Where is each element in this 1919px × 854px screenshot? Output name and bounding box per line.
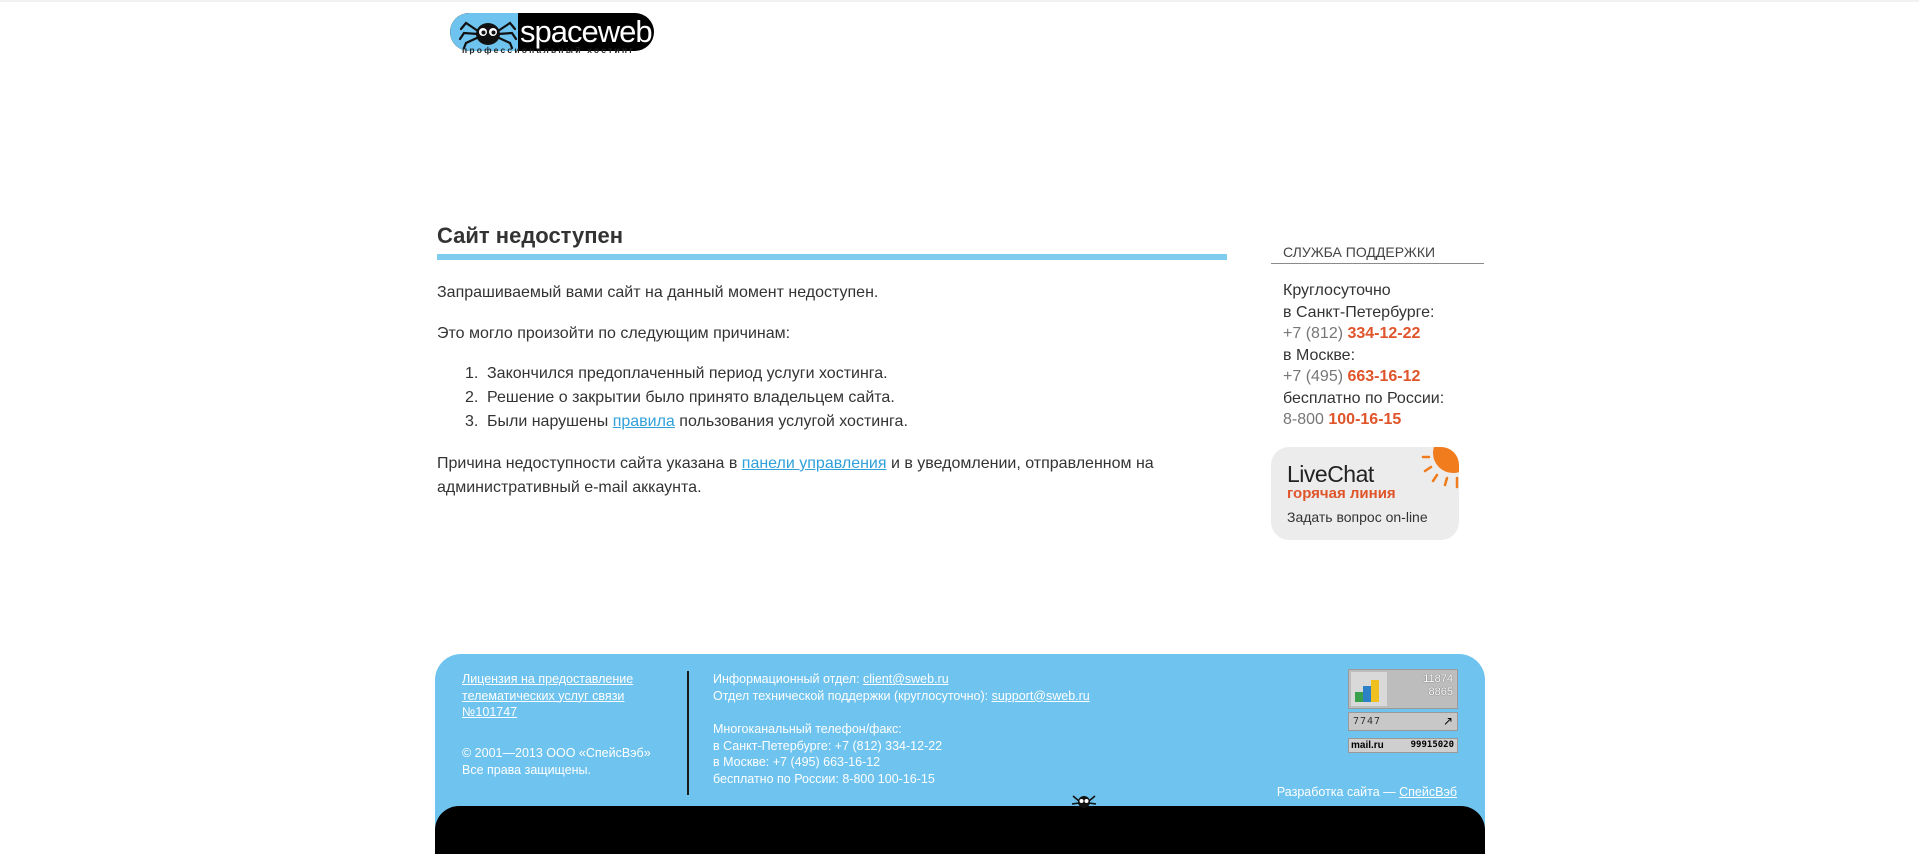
reason-text: Закончился предоплаченный период услуги хостинга. — [487, 365, 888, 382]
support-hours: Круглосуточно — [1283, 282, 1391, 299]
reason-text: Решение о закрытии было принято владельцем сайта. — [487, 389, 895, 406]
spb-label: в Санкт-Петербурге: — [1283, 303, 1435, 321]
footer-divider — [687, 671, 689, 795]
page-title: Сайт недоступен — [437, 223, 624, 248]
counter-values — [1423, 673, 1453, 699]
spider-icon — [458, 15, 518, 49]
note-text: и в уведомлении, отправленном на административный e-mail аккаунта. — [437, 455, 1154, 496]
info-label: Информационный отдел: — [713, 672, 864, 686]
contacts-block — [713, 671, 1173, 787]
reason-number: 2. — [465, 389, 479, 406]
developer-link[interactable]: СпейсВэб — [1399, 785, 1457, 799]
mailru-brand: mail.ru — [1351, 740, 1384, 751]
liveinternet-counter[interactable] — [1348, 669, 1458, 709]
support-contacts — [1271, 280, 1484, 431]
spb-phone — [1283, 323, 1484, 345]
spb-code: +7 (812) — [1283, 325, 1348, 342]
tech-support-line — [713, 688, 1173, 705]
info-dept-line — [713, 671, 1173, 688]
license-block — [462, 671, 662, 721]
note-text: Причина недоступности сайта указана в — [437, 455, 742, 472]
livechat-title: LiveChat — [1287, 461, 1374, 487]
copyright-block — [462, 745, 682, 778]
spaceweb-logo[interactable] — [450, 11, 656, 58]
rules-link[interactable]: правила — [612, 413, 675, 430]
license-link[interactable]: Лицензия на предоставление телематических услуг связи №101747 — [462, 672, 634, 719]
livechat-button[interactable] — [1271, 447, 1459, 540]
sun-icon — [1407, 447, 1459, 499]
footer-bottom-bar — [435, 806, 1485, 854]
phone-free: бесплатно по России: 8-800 100-16-15 — [713, 771, 935, 786]
mailru-value: 99915020 — [1410, 740, 1454, 750]
footer — [435, 654, 1485, 854]
reason-text: пользования услугой хостинга. — [674, 413, 908, 430]
reason-item — [437, 386, 908, 410]
msk-phone — [1283, 366, 1484, 388]
dev-label: Разработка сайта — — [1276, 785, 1400, 799]
counter-value-1: 11874 — [1423, 673, 1453, 685]
control-panel-link[interactable]: панели управления — [741, 455, 887, 472]
reasons-intro: Это могло произойти по следующим причинам: — [437, 325, 791, 342]
reason-number: 1. — [465, 365, 479, 382]
reason-item — [437, 410, 908, 434]
copyright-line: © 2001—2013 ООО «СпейсВэб» — [462, 746, 651, 760]
stats-counter[interactable] — [1348, 712, 1458, 731]
phone-spb: в Санкт-Петербурге: +7 (812) 334-12-22 — [713, 738, 943, 753]
spider-icon — [1071, 792, 1097, 810]
unavailable-message: Запрашиваемый вами сайт на данный момент недоступен. — [437, 284, 879, 301]
support-email-link[interactable]: support@sweb.ru — [991, 688, 1090, 703]
msk-number: 663-16-12 — [1347, 368, 1421, 385]
logo-tagline: профессиональный хостинг — [462, 45, 635, 55]
reason-item — [437, 362, 908, 386]
msk-code: +7 (495) — [1283, 368, 1348, 385]
support-panel — [1271, 243, 1484, 431]
free-number: 100-16-15 — [1328, 411, 1402, 428]
phone-heading: Многоканальный телефон/факс: — [713, 722, 902, 736]
reason-location-note — [437, 452, 1227, 500]
reason-text: Были нарушены — [487, 413, 613, 430]
livechat-subtitle: горячая линия — [1287, 485, 1396, 502]
stats-counter-value: 7747 — [1353, 716, 1382, 727]
reasons-list — [437, 362, 908, 434]
msk-label: в Москве: — [1283, 346, 1356, 364]
mailru-counter[interactable] — [1348, 738, 1458, 753]
reason-number: 3. — [465, 413, 479, 430]
livechat-ask: Задать вопрос on-line — [1287, 509, 1428, 525]
logo-wordmark: spaceweb — [520, 14, 652, 49]
developer-credit — [1277, 784, 1457, 801]
arrow-up-right-icon: ↗ — [1442, 714, 1453, 728]
title-underline — [437, 254, 1227, 260]
counter-graph-icon — [1351, 672, 1387, 706]
rights-line: Все права защищены. — [462, 762, 592, 777]
free-code: 8-800 — [1283, 411, 1329, 428]
info-email-link[interactable]: client@sweb.ru — [863, 672, 949, 686]
counter-value-2: 8865 — [1428, 686, 1453, 698]
tech-label: Отдел технической поддержки (круглосуточно): — [713, 688, 992, 703]
spb-number: 334-12-22 — [1347, 325, 1421, 342]
free-phone — [1283, 409, 1484, 431]
free-label: бесплатно по России: — [1283, 389, 1445, 407]
phone-msk: в Москве: +7 (495) 663-16-12 — [713, 755, 881, 769]
counters — [1348, 669, 1458, 753]
support-heading: СЛУЖБА ПОДДЕРЖКИ — [1271, 243, 1484, 264]
main-content — [437, 222, 1227, 496]
top-border — [0, 0, 1919, 2]
